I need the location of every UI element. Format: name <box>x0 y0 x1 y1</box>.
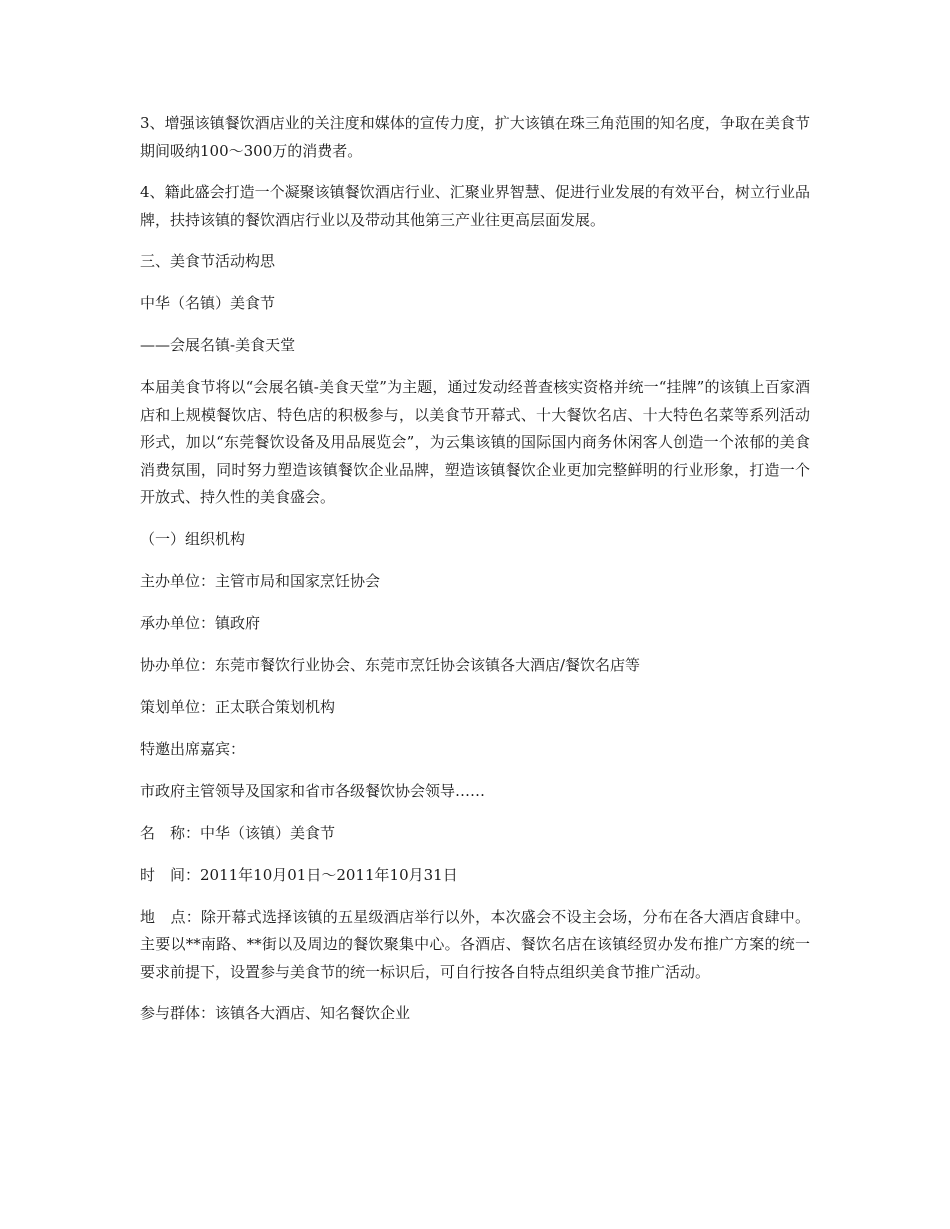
organizer-host: 主办单位：主管市局和国家烹饪协会 <box>140 571 381 590</box>
organizer-co-organizer: 协办单位：东莞市餐饮行业协会、东莞市烹饪协会该镇各大酒店/餐饮名店等 <box>140 655 641 674</box>
section-heading-concept: 三、美食节活动构思 <box>140 252 276 270</box>
document-body <box>140 110 810 1042</box>
subsection-heading-organization: （一）组织机构 <box>140 529 246 548</box>
festival-theme: ——会展名镇-美食天堂 <box>140 336 296 354</box>
event-name: 名 称：中华（该镇）美食节 <box>140 823 336 842</box>
event-location: 地 点：除开幕式选择该镇的五星级酒店举行以外，本次盛会不设主会场，分布在各大酒店食肆中。主要以**南路、**街以及周边的餐饮聚集中心。各酒店、餐饮名店在该镇经贸办发布推广方案的统一要求前提下，设置参与美食节的统一标识后，可自行按各自特点组织美食节推广活动。 <box>140 907 810 981</box>
festival-title: 中华（名镇）美食节 <box>140 294 276 312</box>
special-guests-label: 特邀出席嘉宾： <box>140 739 246 758</box>
organizer-undertaker: 承办单位：镇政府 <box>140 613 261 632</box>
paragraph-goal-4: 4、籍此盛会打造一个凝聚该镇餐饮酒店行业、汇聚业界智慧、促进行业发展的有效平台，树立行业品牌，扶持该镇的餐饮酒店行业以及带动其他第三产业往更高层面发展。 <box>140 183 810 229</box>
paragraph-goal-3: 3、增强该镇餐饮酒店业的关注度和媒体的宣传力度，扩大该镇在珠三角范围的知名度，争取在美食节期间吸纳100～300万的消费者。 <box>140 114 810 160</box>
event-participants: 参与群体：该镇各大酒店、知名餐饮企业 <box>140 1004 411 1022</box>
special-guests-list: 市政府主管领导及国家和省市各级餐饮协会领导…… <box>140 781 486 800</box>
event-time: 时 间：2011年10月01日～2011年10月31日 <box>140 865 458 884</box>
paragraph-festival-description: 本届美食节将以“会展名镇-美食天堂”为主题，通过发动经普查核实资格并统一“挂牌”的该镇上百家酒店和上规模餐饮店、特色店的积极参与，以美食节开幕式、十大餐饮名店、十大特色名菜等系列活动形式，加以“东莞餐饮设备及用品展览会”，为云集该镇的国际国内商务休闲客人创造一个浓郁的美食消费氛围，同时努力塑造该镇餐饮企业品牌，塑造该镇餐饮企业更加完整鲜明的行业形象，打造一个开放式、持久性的美食盛会。 <box>140 378 810 506</box>
organizer-planner: 策划单位：正太联合策划机构 <box>140 697 336 716</box>
